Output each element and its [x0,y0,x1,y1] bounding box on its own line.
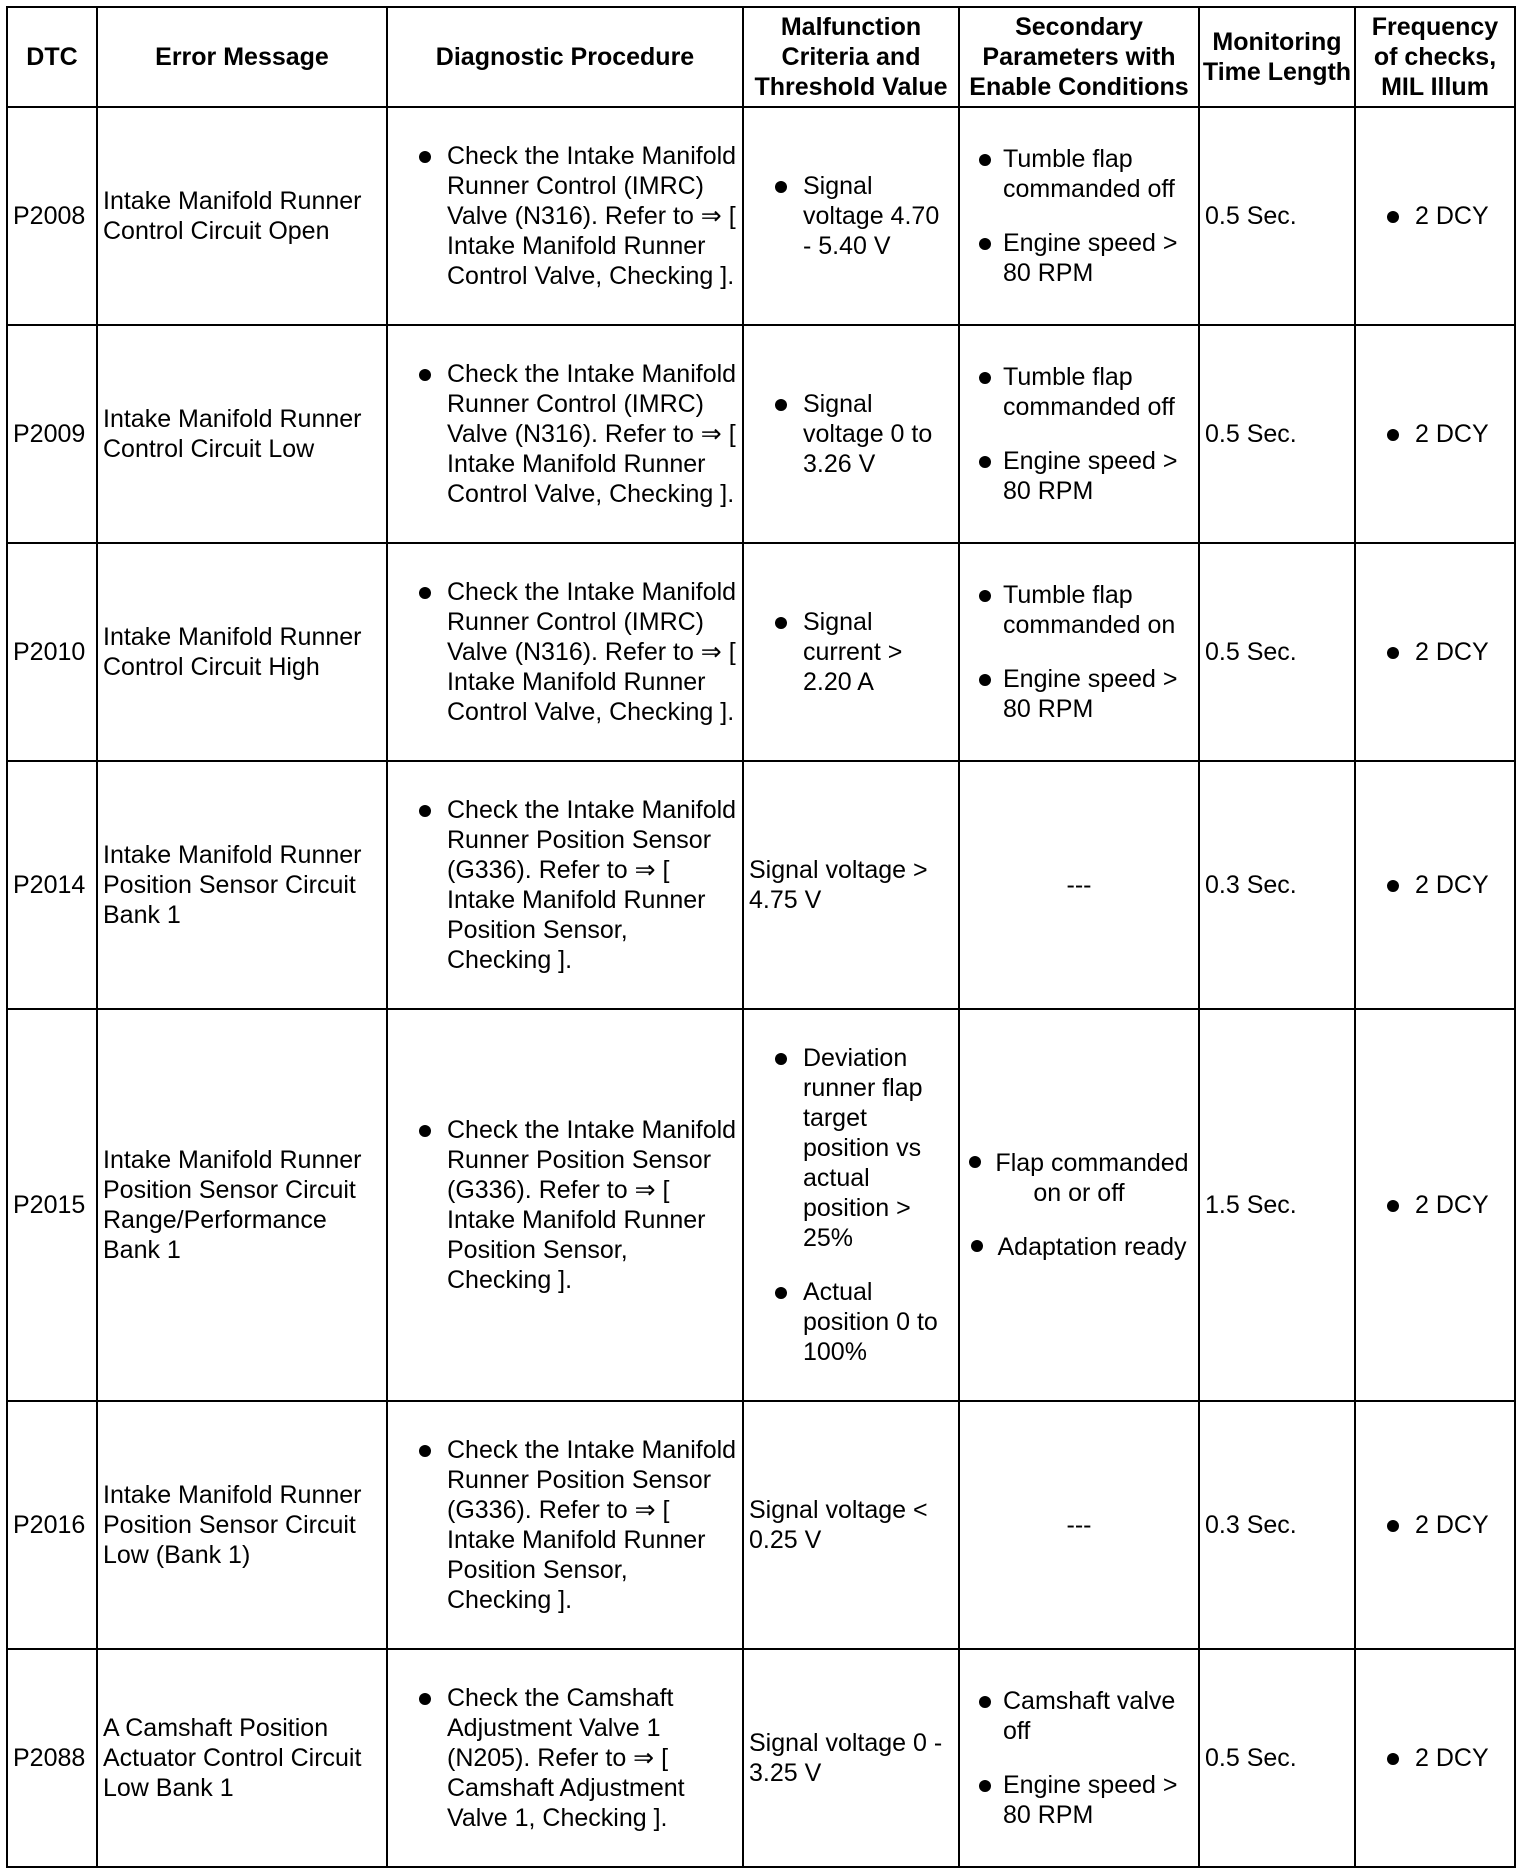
malfunction-criteria: Signal voltage < 0.25 V [743,1401,959,1649]
bullet-dot-icon [969,1156,981,1168]
secondary-parameters: --- [959,1401,1199,1649]
error-message: Intake Manifold Runner Position Sensor Circuit Low (Bank 1) [97,1401,387,1649]
frequency-item: 2 DCY [1361,637,1509,667]
table-row [7,761,1515,1009]
secondary-item: Flap commanded on or off [965,1148,1193,1208]
header-malfunction-criteria: Malfunction Criteria and Threshold Value [743,7,959,107]
diagnostic-procedure [387,107,743,325]
secondary-item: Engine speed > 80 RPM [965,446,1193,506]
criteria-item: Deviation runner flap target position vs actual position > 25% [749,1043,953,1253]
dtc-code: P2088 [7,1649,97,1867]
malfunction-criteria: Signal voltage > 4.75 V [743,761,959,1009]
frequency [1355,1009,1515,1401]
diagnostic-procedure [387,1009,743,1401]
secondary-parameters [959,1009,1199,1401]
frequency [1355,1401,1515,1649]
table-row [7,1649,1515,1867]
dtc-code: P2008 [7,107,97,325]
error-message: Intake Manifold Runner Control Circuit Open [97,107,387,325]
diagnostic-procedure [387,761,743,1009]
malfunction-criteria: Signal voltage 0 - 3.25 V [743,1649,959,1867]
secondary-item: Engine speed > 80 RPM [965,1770,1193,1830]
header-frequency: Frequency of checks, MIL Illum [1355,7,1515,107]
dtc-code: P2016 [7,1401,97,1649]
diagnostic-procedure-item: Check the Intake Manifold Runner Position Sensor (G336). Refer to ⇒ [ Intake Manifold Runner Position Sensor, Checking ]. [393,1435,737,1615]
monitoring-time: 0.5 Sec. [1199,1649,1355,1867]
frequency [1355,107,1515,325]
table-row [7,543,1515,761]
diagnostic-procedure-item: Check the Intake Manifold Runner Control (IMRC) Valve (N316). Refer to ⇒ [ Intake Manifold Runner Control Valve, Checking ]. [393,577,737,727]
header-monitoring-time: Monitoring Time Length [1199,7,1355,107]
monitoring-time: 1.5 Sec. [1199,1009,1355,1401]
error-message: Intake Manifold Runner Control Circuit High [97,543,387,761]
header-error-message: Error Message [97,7,387,107]
monitoring-time: 0.3 Sec. [1199,761,1355,1009]
diagnostic-procedure-item: Check the Intake Manifold Runner Position Sensor (G336). Refer to ⇒ [ Intake Manifold Runner Position Sensor, Checking ]. [393,795,737,975]
criteria-item: Signal current > 2.20 A [749,607,953,697]
frequency [1355,543,1515,761]
dtc-code: P2010 [7,543,97,761]
error-message: Intake Manifold Runner Position Sensor Circuit Bank 1 [97,761,387,1009]
monitoring-time: 0.3 Sec. [1199,1401,1355,1649]
diagnostic-procedure-item: Check the Intake Manifold Runner Control (IMRC) Valve (N316). Refer to ⇒ [ Intake Manifold Runner Control Valve, Checking ]. [393,141,737,291]
malfunction-criteria [743,543,959,761]
malfunction-criteria [743,1009,959,1401]
secondary-item: Tumble flap commanded on [965,580,1193,640]
secondary-item: Tumble flap commanded off [965,362,1193,422]
dtc-table [6,6,1516,1868]
header-diagnostic-procedure: Diagnostic Procedure [387,7,743,107]
malfunction-criteria [743,325,959,543]
table-header-row [7,7,1515,107]
diagnostic-procedure-item: Check the Camshaft Adjustment Valve 1 (N205). Refer to ⇒ [ Camshaft Adjustment Valve 1, Checking ]. [393,1683,737,1833]
diagnostic-procedure [387,325,743,543]
secondary-item: Adaptation ready [965,1232,1193,1262]
secondary-parameters [959,107,1199,325]
dtc-code: P2014 [7,761,97,1009]
header-secondary-parameters: Secondary Parameters with Enable Conditions [959,7,1199,107]
table-row [7,325,1515,543]
criteria-item: Actual position 0 to 100% [749,1277,953,1367]
frequency [1355,1649,1515,1867]
frequency-item: 2 DCY [1361,419,1509,449]
table-row [7,107,1515,325]
monitoring-time: 0.5 Sec. [1199,543,1355,761]
secondary-parameters: --- [959,761,1199,1009]
diagnostic-procedure [387,1401,743,1649]
frequency-item: 2 DCY [1361,1190,1509,1220]
secondary-parameters [959,1649,1199,1867]
diagnostic-procedure-item: Check the Intake Manifold Runner Control (IMRC) Valve (N316). Refer to ⇒ [ Intake Manifold Runner Control Valve, Checking ]. [393,359,737,509]
secondary-parameters [959,543,1199,761]
dtc-code: P2015 [7,1009,97,1401]
monitoring-time: 0.5 Sec. [1199,107,1355,325]
diagnostic-procedure-item: Check the Intake Manifold Runner Position Sensor (G336). Refer to ⇒ [ Intake Manifold Runner Position Sensor, Checking ]. [393,1115,737,1295]
bullet-dot-icon [971,1240,983,1252]
diagnostic-procedure [387,1649,743,1867]
header-dtc: DTC [7,7,97,107]
malfunction-criteria [743,107,959,325]
table-row [7,1401,1515,1649]
secondary-item: Engine speed > 80 RPM [965,664,1193,724]
secondary-item: Engine speed > 80 RPM [965,228,1193,288]
error-message: A Camshaft Position Actuator Control Circuit Low Bank 1 [97,1649,387,1867]
dtc-code: P2009 [7,325,97,543]
criteria-item: Signal voltage 0 to 3.26 V [749,389,953,479]
table-row [7,1009,1515,1401]
frequency [1355,761,1515,1009]
secondary-item: Tumble flap commanded off [965,144,1193,204]
error-message: Intake Manifold Runner Position Sensor Circuit Range/Performance Bank 1 [97,1009,387,1401]
diagnostic-procedure [387,543,743,761]
monitoring-time: 0.5 Sec. [1199,325,1355,543]
frequency-item: 2 DCY [1361,1743,1509,1773]
secondary-parameters [959,325,1199,543]
error-message: Intake Manifold Runner Control Circuit Low [97,325,387,543]
secondary-item: Camshaft valve off [965,1686,1193,1746]
frequency [1355,325,1515,543]
frequency-item: 2 DCY [1361,870,1509,900]
frequency-item: 2 DCY [1361,1510,1509,1540]
criteria-item: Signal voltage 4.70 - 5.40 V [749,171,953,261]
frequency-item: 2 DCY [1361,201,1509,231]
